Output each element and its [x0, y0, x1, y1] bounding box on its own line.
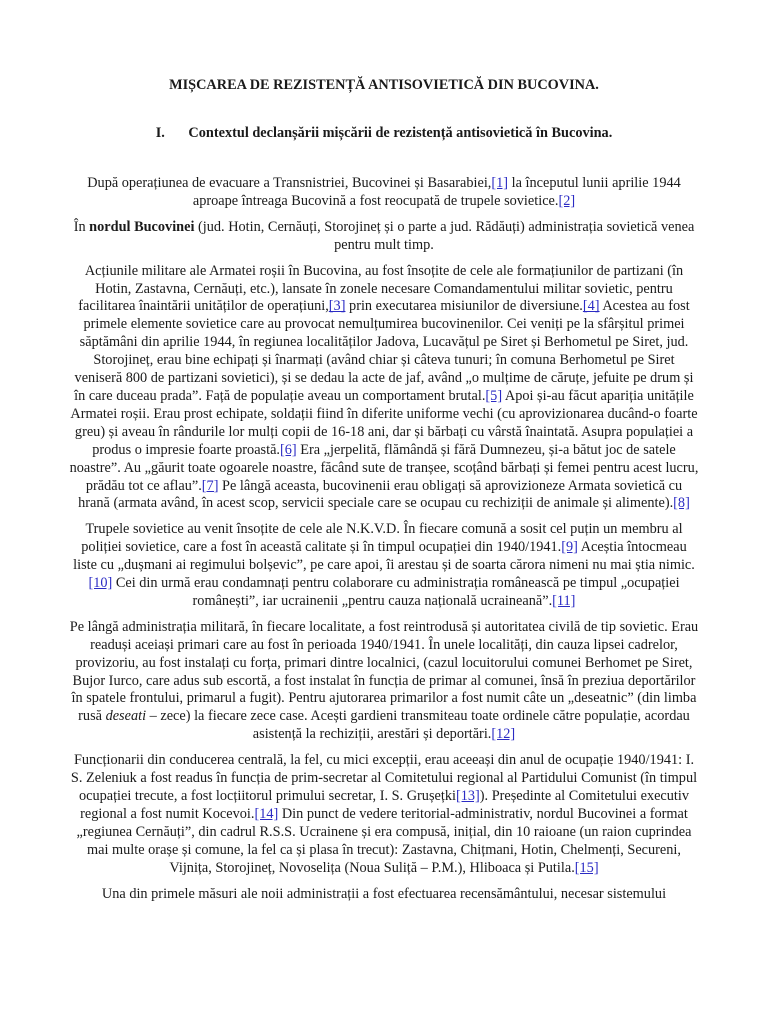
footnote-link[interactable]: [5]	[485, 387, 503, 404]
text-run: În	[73, 218, 90, 235]
text-run: – zece) la fiecare zece case. Acești gardieni transmiteau toate ordinele către populație, acordau asistență la rechiziții, arestări și deportări.	[146, 708, 690, 743]
footnote-link[interactable]: [3]	[328, 298, 346, 315]
text-run: Cei din urmă erau condamnați pentru colaborare cu administrația românească pe timpul „ocupației românești”, iar ucrainenii „pentru cauza națională ucraineană”.	[112, 575, 680, 609]
paragraph-3	[69, 263, 699, 514]
italic-text: deseati	[105, 708, 147, 725]
text-run: Pe lângă administrația militară, în fiecare localitate, a fost reintrodusă și autoritatea civilă de tip sovietic. Erau readuși aceiași primari care au fost în perioada 1940/1941. În unele localități, din cauza lipsei cadrelor, provizoriu, au fost instalați cu forța, primari dintre localnici, (cazul locuitorului comunei Berhomet pe Siret, Bujor Iurco, care adus sub escortă, a fost instalat în funcția de primar al comunei, însă în preziua deportărilor în spatele frontului, primarul a fugit). Pentru ajutorarea primarilor a fost numit câte un „deseatnic” (din limba rusă	[69, 618, 699, 725]
footnote-link[interactable]: [4]	[582, 298, 600, 315]
text-run: Apoi și-au făcut apariția unitățile Armatei roșii. Erau prost echipate, soldații fiind în diferite uniforme vechi (cu aprovizionarea ducând-o foarte greu) și aveau în rândurile lor mulți copii de 16-18 ani, dar și bărbați cu vârstă înaintată. Asupra populației a produs o impresie foarte proastă.	[70, 387, 698, 458]
footnote-link[interactable]: [11]	[552, 592, 576, 609]
paragraph-4	[69, 521, 699, 611]
footnote-link[interactable]: [14]	[254, 805, 279, 822]
paragraph-1	[69, 175, 699, 211]
document-title: MIȘCAREA DE REZISTENȚĂ ANTISOVIETICĂ DIN BUCOVINA.	[169, 77, 599, 93]
section-heading	[69, 124, 699, 142]
text-run: Acestea au fost primele elemente sovietice care au provocat nemulțumirea bucovinenilor. Cei veniți pe la sfârșitul primei săptămâni din aprilie 1944, în regiunea localităților Jadova, Lucavățul pe Siret și Berhometul pe Siret, jud. Storojineț, erau bine echipați și înarmați (având chiar și câteva tunuri; în comuna Berhometul pe Siret veniseră 800 de partizani sovietici), și se dedau la acte de jaf, având „o mulțime de căruțe, jefuite pe drum și în care duceau prada”. Față de populație aveau un comportament brutal.	[74, 298, 694, 404]
text-run: la începutul lunii aprilie 1944 aproape întreaga Bucovină a fost reocupată de trupele sovietice.	[192, 175, 681, 209]
text-run: Aceștia întocmeau liste cu „dușmani ai regimului bolșevic”, pe care apoi, îi arestau și de soarta cărora nimeni nu mai știa nimic.	[73, 539, 695, 574]
footnote-link[interactable]: [1]	[491, 175, 509, 191]
footnote-link[interactable]: [9]	[561, 539, 578, 556]
text-run: Acțiunile militare ale Armatei roșii în Bucovina, au fost însoțite de cele ale formațiunilor de partizani (în Hotin, Zastavna, Cernăuți, etc.), lansate în zonele necesare Comandamentului militar sovietic, pentru facilitarea înaintării unităților de operațiuni,	[78, 262, 684, 315]
footnote-link[interactable]: [2]	[558, 192, 576, 209]
footnote-link[interactable]: [6]	[280, 441, 297, 458]
footnote-link[interactable]: [10]	[88, 575, 113, 592]
footnote-link[interactable]: [12]	[491, 726, 516, 743]
text-run: Pe lângă aceasta, bucovinenii erau obligați să aprovizioneze Armata sovietică cu hrană (armata având, în acest scop, servicii speciale care se ocupau cu rechiziții de animale și alimente).	[78, 477, 683, 512]
text-run: Trupele sovietice au venit însoțite de cele ale N.K.V.D. În fiecare comună a sosit cel puțin un membru al poliției sovietice, care a fost în această calitate și în timpul ocupației din 1940/1941.	[81, 521, 683, 556]
section-number: I.	[155, 125, 165, 141]
footnote-link[interactable]: [15]	[574, 859, 599, 876]
text-run: Din punct de vedere teritorial-administrativ, nordul Bucovinei a format „regiunea Cernăuți”, din cadrul R.S.S. Ucrainene și era compusă, inițial, din 10 raioane (un raion cuprindea mai multe orașe și comune, la fel ca și plasa în trecut): Zastavna, Chițmani, Hotin, Chelmenți, Secureni, Vijnița, Storojineț, Novoselița (Noua Suliță – P.M.), Hliboaca și Putila.	[76, 805, 692, 876]
footnote-link[interactable]: [7]	[201, 477, 219, 494]
paragraph-5	[69, 619, 699, 744]
text-run: Era „jerpelită, flămândă și fără Dumnezeu, și-a bătut joc de satele noastre”. Au „găurit toate ogoarele noastre, făcând sute de tranșee, scoțând bărbați și femei pentru acest lucru, prădău tot ce aflau”.	[69, 441, 699, 494]
text-run: prin executarea misiunilor de diversiune.	[345, 298, 583, 315]
footnote-link[interactable]: [13]	[455, 788, 480, 804]
document-body	[69, 175, 699, 911]
paragraph-2	[69, 219, 699, 255]
text-run: ). Președinte al Comitetului executiv regional a fost numit Kocevoi.	[80, 788, 690, 822]
paragraph-7	[69, 886, 699, 904]
text-run: (jud. Hotin, Cernăuți, Storojineț și o parte a jud. Rădăuți) administrația sovietică venea pentru mult timp.	[194, 218, 695, 253]
text-run: După operațiunea de evacuare a Transnistriei, Bucovinei și Basarabiei,	[87, 175, 492, 191]
paragraph-6	[69, 752, 699, 877]
section-title: Contextul declanșării mișcării de rezistență antisovietică în Bucovina.	[188, 125, 613, 141]
text-run: Funcționarii din conducerea centrală, la fel, cu mici excepții, erau aceeași din anul de ocupație 1940/1941: I. S. Zeleniuk a fost readus în funcția de prim-secretar al Comitetului regional al Partidului Comunist (în timpul ocupației trecute, a fost locțiitorul primului secretar, I. S. Grușețki	[70, 752, 698, 804]
bold-text: nordul Bucovinei	[89, 218, 195, 235]
footnote-link[interactable]: [8]	[673, 495, 690, 512]
text-run: Una din primele măsuri ale noii administrații a fost efectuarea recensământului, necesar sistemului	[101, 885, 667, 902]
